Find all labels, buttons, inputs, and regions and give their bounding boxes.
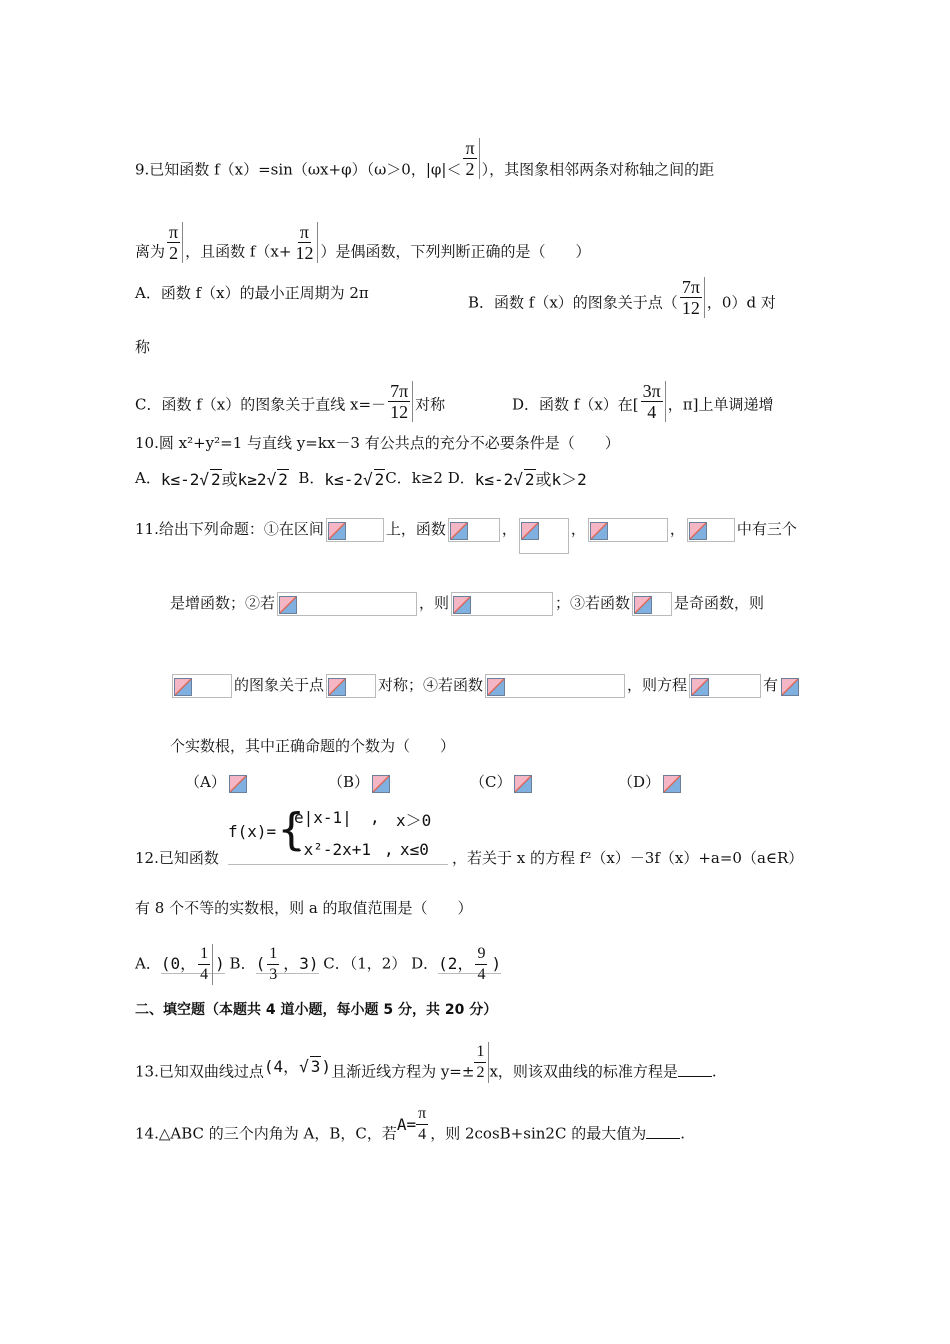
piecewise-case2-cond: x≤0 <box>400 840 429 859</box>
q12-option-b-math: ( $\frac{1}{3}$ ，3) <box>255 945 319 983</box>
q9-frac-pi-over-2b: $\frac{\pi}{2}$ <box>167 222 183 263</box>
q10-option-d-math: k≤-2√ 2或k＞2 <box>474 469 587 489</box>
q9-frac-pi-over-12: $\frac{\pi}{12}$ <box>293 222 318 263</box>
q9-option-d: D．函数 f（x）在[ $\frac{3\pi}{4}$ ，π]上单调递增 <box>512 381 774 422</box>
interval-image-icon <box>326 518 384 542</box>
section-2-title: 二、填空题（本题共 4 道小题，每小题 5 分，共 20 分） <box>135 1002 498 1018</box>
q11-option-c: （C） <box>470 772 531 794</box>
q10-option-c: C．k≥2 <box>385 469 443 487</box>
equation-image-icon <box>689 674 761 698</box>
odd-function-image-icon <box>632 592 672 616</box>
function3-image-icon <box>588 518 668 542</box>
q9-frac-7pi-over-12: $\frac{7\pi}{12}$ <box>680 277 705 318</box>
q13-point: (4，√ 3) <box>263 1057 332 1076</box>
q9-option-a: A．函数 f（x）的最小正周期为 2π <box>135 284 369 302</box>
option-c-image-icon <box>513 772 529 794</box>
q14-answer-blank[interactable] <box>646 1138 680 1139</box>
piecewise-f-label: f(x)= <box>228 822 277 841</box>
q14-A-eq: A= <box>396 1114 417 1134</box>
piecewise-brace: { <box>278 804 305 855</box>
piecewise-case1-cond: x＞0 <box>396 811 432 830</box>
q12-option-c: C．（1，2） <box>323 954 407 973</box>
q11-line3: 的图象关于点 对称；④若函数 ，则方程 有 <box>170 674 798 698</box>
q9-line1 <box>135 138 715 191</box>
q13-frac-1-over-2: $\frac{1}{2}$ <box>474 1042 489 1083</box>
condition-image-icon <box>277 592 417 616</box>
q14: 14.△ABC 的三个内角为 A，B，C，若A= $\frac{\pi}{4}$ ，则 2cosB+sin2C 的最大值为 . <box>135 1105 685 1143</box>
function4-image-icon <box>687 518 735 542</box>
function2-image-icon <box>519 518 569 554</box>
q12-option-a-math: (0， $\frac{1}{4}$ ) <box>160 945 225 983</box>
q12-option-d-math: (2， $\frac{9}{4}$ ) <box>438 945 502 983</box>
q9-line2: 离为 $\frac{\pi}{2}$ ，且函数 f（x+ $\frac{\pi}{12}$ ）是偶函数，下列判断正确的是（ ） <box>135 222 591 263</box>
q11-line4: 个实数根，其中正确命题的个数为（ ） <box>170 737 456 755</box>
option-a-image-icon <box>228 772 244 794</box>
option-d-image-icon <box>662 772 678 794</box>
q13: 13.已知双曲线过点(4，√ 3)且渐近线方程为 y=± $\frac{1}{2}$ x，则该双曲线的标准方程是 . <box>135 1043 717 1081</box>
graph-func-image-icon <box>172 674 232 698</box>
piecewise-case1-expr: e|x-1| <box>294 808 352 827</box>
q11-option-a: （A） <box>185 772 246 794</box>
q11-option-d: （D） <box>618 772 680 794</box>
piecewise-case1-sep: , <box>370 808 380 827</box>
q10-stem: 10.圆 x²+y²=1 与直线 y=kx－3 有公共点的充分不必要条件是（ ） <box>135 434 620 452</box>
point-image-icon <box>326 674 376 698</box>
func4-image-icon <box>485 674 625 698</box>
q12-stem-b: ，若关于 x 的方程 f²（x）－3f（x）+a=0（a∈R） <box>452 849 804 867</box>
q12-stem: 12.已知函数 <box>135 849 219 867</box>
conclusion-image-icon <box>451 592 553 616</box>
q9-frac-7pi-over-12-c: $\frac{7\pi}{12}$ <box>388 381 413 422</box>
q9-option-b: B．函数 f（x）的图象关于点（ $\frac{7\pi}{12}$ ，0）d 对 <box>468 277 776 318</box>
q12-piecewise <box>228 800 448 865</box>
q14-frac-pi-over-4: $\frac{\pi}{4}$ <box>418 1105 427 1143</box>
piecewise-case2-expr: -x²-2x+1 <box>294 840 372 859</box>
q9-option-c: C．函数 f（x）的图象关于直线 x=－ $\frac{7\pi}{12}$ 对称 <box>135 381 446 422</box>
q12-line2: 有 8 个不等的实数根，则 a 的取值范围是（ ） <box>135 899 473 917</box>
piecewise-case2-sep: , <box>384 840 394 859</box>
q9-frac-pi-over-2: $\frac{\pi}{2}$ <box>463 138 479 179</box>
q10-option-a-math: k≤-2√ 2或k≥2√ 2 <box>160 469 288 489</box>
q11-option-b: （B） <box>328 772 389 794</box>
q12-options: A．(0， $\frac{1}{4}$ ) B．( $\frac{1}{3}$ ，3) C．（1，2） D．(2， $\frac{9}{4}$ ) <box>135 945 502 983</box>
q11-line2: 是增函数；②若 ，则 ；③若函数 是奇函数，则 <box>170 592 764 616</box>
root-count-image-icon <box>780 675 796 697</box>
q9-frac-3pi-over-4: $\frac{3\pi}{4}$ <box>641 381 666 422</box>
q9-text-1a: 9.已知函数 f（x）=sin（ωx+φ）（ω＞0，|φ|＜ <box>135 160 462 179</box>
q11-line1: 11.给出下列命题：①在区间 上，函数 ， ， ， 中有三个 <box>135 512 797 548</box>
q13-answer-blank[interactable] <box>678 1076 712 1077</box>
q9-text-1b: ），其图象相邻两条对称轴之间的距 <box>481 160 715 179</box>
function1-image-icon <box>448 518 500 542</box>
q10-options: A．k≤-2√ 2或k≥2√ 2 B．k≤-2√ 2C．k≥2 D．k≤-2√ 2或k＞2 <box>135 469 587 489</box>
q9-option-b-cont: 称 <box>135 338 151 356</box>
q10-option-b-math: k≤-2√ 2 <box>324 469 385 489</box>
option-b-image-icon <box>371 772 387 794</box>
